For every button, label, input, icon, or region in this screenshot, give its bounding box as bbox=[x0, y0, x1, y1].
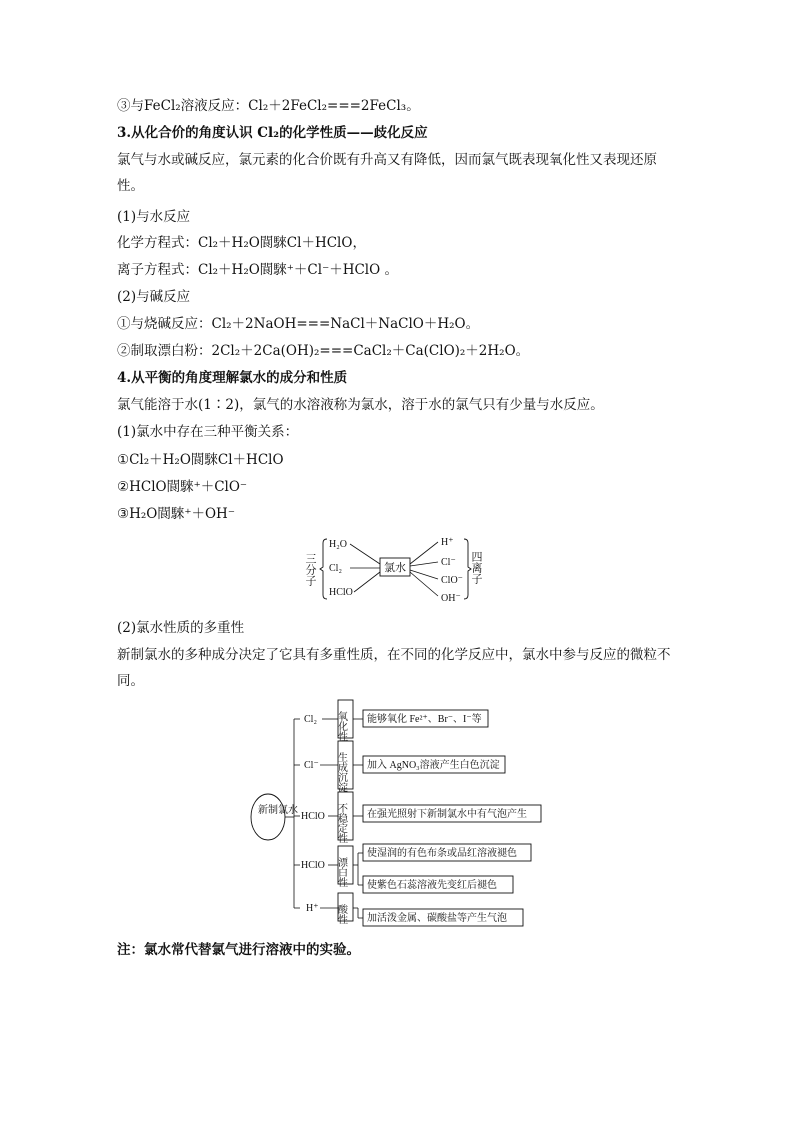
subheading-equilibria: (1)氯水中存在三种平衡关系： bbox=[117, 424, 299, 440]
three-molecules-label: 三分子 bbox=[304, 553, 316, 586]
center-label: 氯水 bbox=[384, 562, 406, 574]
equilibrium-3: ③H₂O䦘騋⁺＋OH⁻ bbox=[117, 506, 235, 522]
subheading-alkali: (2)与碱反应 bbox=[117, 289, 191, 305]
equation-bleach: ②制取漂白粉：2Cl₂＋2Ca(OH)₂===CaCl₂＋Ca(ClO)₂＋2H₂O。 bbox=[117, 343, 530, 359]
equilibrium-1: ①Cl₂＋H₂O䦘騋Cl＋HClO bbox=[117, 452, 284, 468]
species-h: H⁺ bbox=[306, 903, 319, 914]
ion-clo: ClO⁻ bbox=[441, 575, 463, 586]
properties-diagram bbox=[248, 697, 548, 931]
species-cl: Cl⁻ bbox=[304, 760, 319, 771]
property-precipitate: 生成沉淀 bbox=[335, 752, 347, 792]
property-bleaching: 漂白性 bbox=[335, 857, 347, 887]
equilibrium-2: ②HClO䦘騋⁺＋ClO⁻ bbox=[117, 479, 248, 495]
equation-chemical: 化学方程式：Cl₂＋H₂O䦘騋Cl＋HClO， bbox=[117, 235, 366, 251]
property-acidic: 酸性 bbox=[335, 904, 347, 924]
composition-diagram bbox=[300, 533, 500, 605]
line-fecl2: ③与FeCl₂溶液反应：Cl₂＋2FeCl₂===2FeCl₃。 bbox=[117, 98, 420, 114]
subheading-water: (1)与水反应 bbox=[117, 209, 191, 225]
root-ellipse bbox=[251, 794, 285, 840]
result-oxidize: 能够氧化 Fe²⁺、Br⁻、I⁻等 bbox=[367, 714, 482, 725]
molecule-h2o: H₂O bbox=[329, 539, 347, 550]
result-acid-bubbles: 加活泼金属、碳酸盐等产生气泡 bbox=[367, 913, 507, 924]
molecule-cl2: Cl₂ bbox=[329, 563, 342, 574]
paragraph-3: 新制氯水的多种成分决定了它具有多重性质，在不同的化学反应中，氯水中参与反应的微粒不同。 bbox=[117, 647, 671, 689]
equation-naoh: ①与烧碱反应：Cl₂＋2NaOH===NaCl＋NaClO＋H₂O。 bbox=[117, 316, 480, 332]
species-hclo-2: HClO bbox=[301, 860, 325, 871]
molecule-hclo: HClO bbox=[329, 587, 353, 598]
ion-h: H⁺ bbox=[441, 537, 454, 548]
result-bubbles-light: 在强光照射下新制氯水中有气泡产生 bbox=[367, 809, 527, 820]
ion-oh: OH⁻ bbox=[441, 593, 461, 604]
result-agno3: 加入 AgNO₃溶液产生白色沉淀 bbox=[367, 760, 500, 771]
paragraph-2: 氯气能溶于水(1∶2)，氯气的水溶液称为氯水，溶于水的氯气只有少量与水反应。 bbox=[117, 397, 604, 413]
paragraph-1: 氯气与水或碱反应，氯元素的化合价既有升高又有降低，因而氯气既表现氧化性又表现还原性。 bbox=[117, 152, 657, 194]
root-label-1: 新制氯水 bbox=[258, 805, 298, 816]
ion-cl: Cl⁻ bbox=[441, 557, 456, 568]
subheading-properties: (2)氯水性质的多重性 bbox=[117, 620, 245, 636]
four-ions-label: 四离子 bbox=[470, 551, 482, 584]
result-fade: 使湿润的有色布条或品红溶液褪色 bbox=[367, 848, 517, 859]
equation-ionic: 离子方程式：Cl₂＋H₂O䦘騋⁺＋Cl⁻＋HClO 。 bbox=[117, 262, 398, 278]
property-oxidizing: 氧化性 bbox=[335, 711, 347, 741]
property-unstable: 不稳定性 bbox=[335, 803, 347, 843]
note: 注：氯水常代替氯气进行溶液中的实验。 bbox=[117, 942, 360, 958]
species-cl2: Cl₂ bbox=[304, 714, 317, 725]
heading-3: 3.从化合价的角度认识 Cl₂的化学性质——歧化反应 bbox=[117, 125, 428, 141]
species-hclo-1: HClO bbox=[301, 811, 325, 822]
heading-4: 4.从平衡的角度理解氯水的成分和性质 bbox=[117, 370, 348, 386]
result-litmus: 使紫色石蕊溶液先变红后褪色 bbox=[367, 880, 497, 891]
